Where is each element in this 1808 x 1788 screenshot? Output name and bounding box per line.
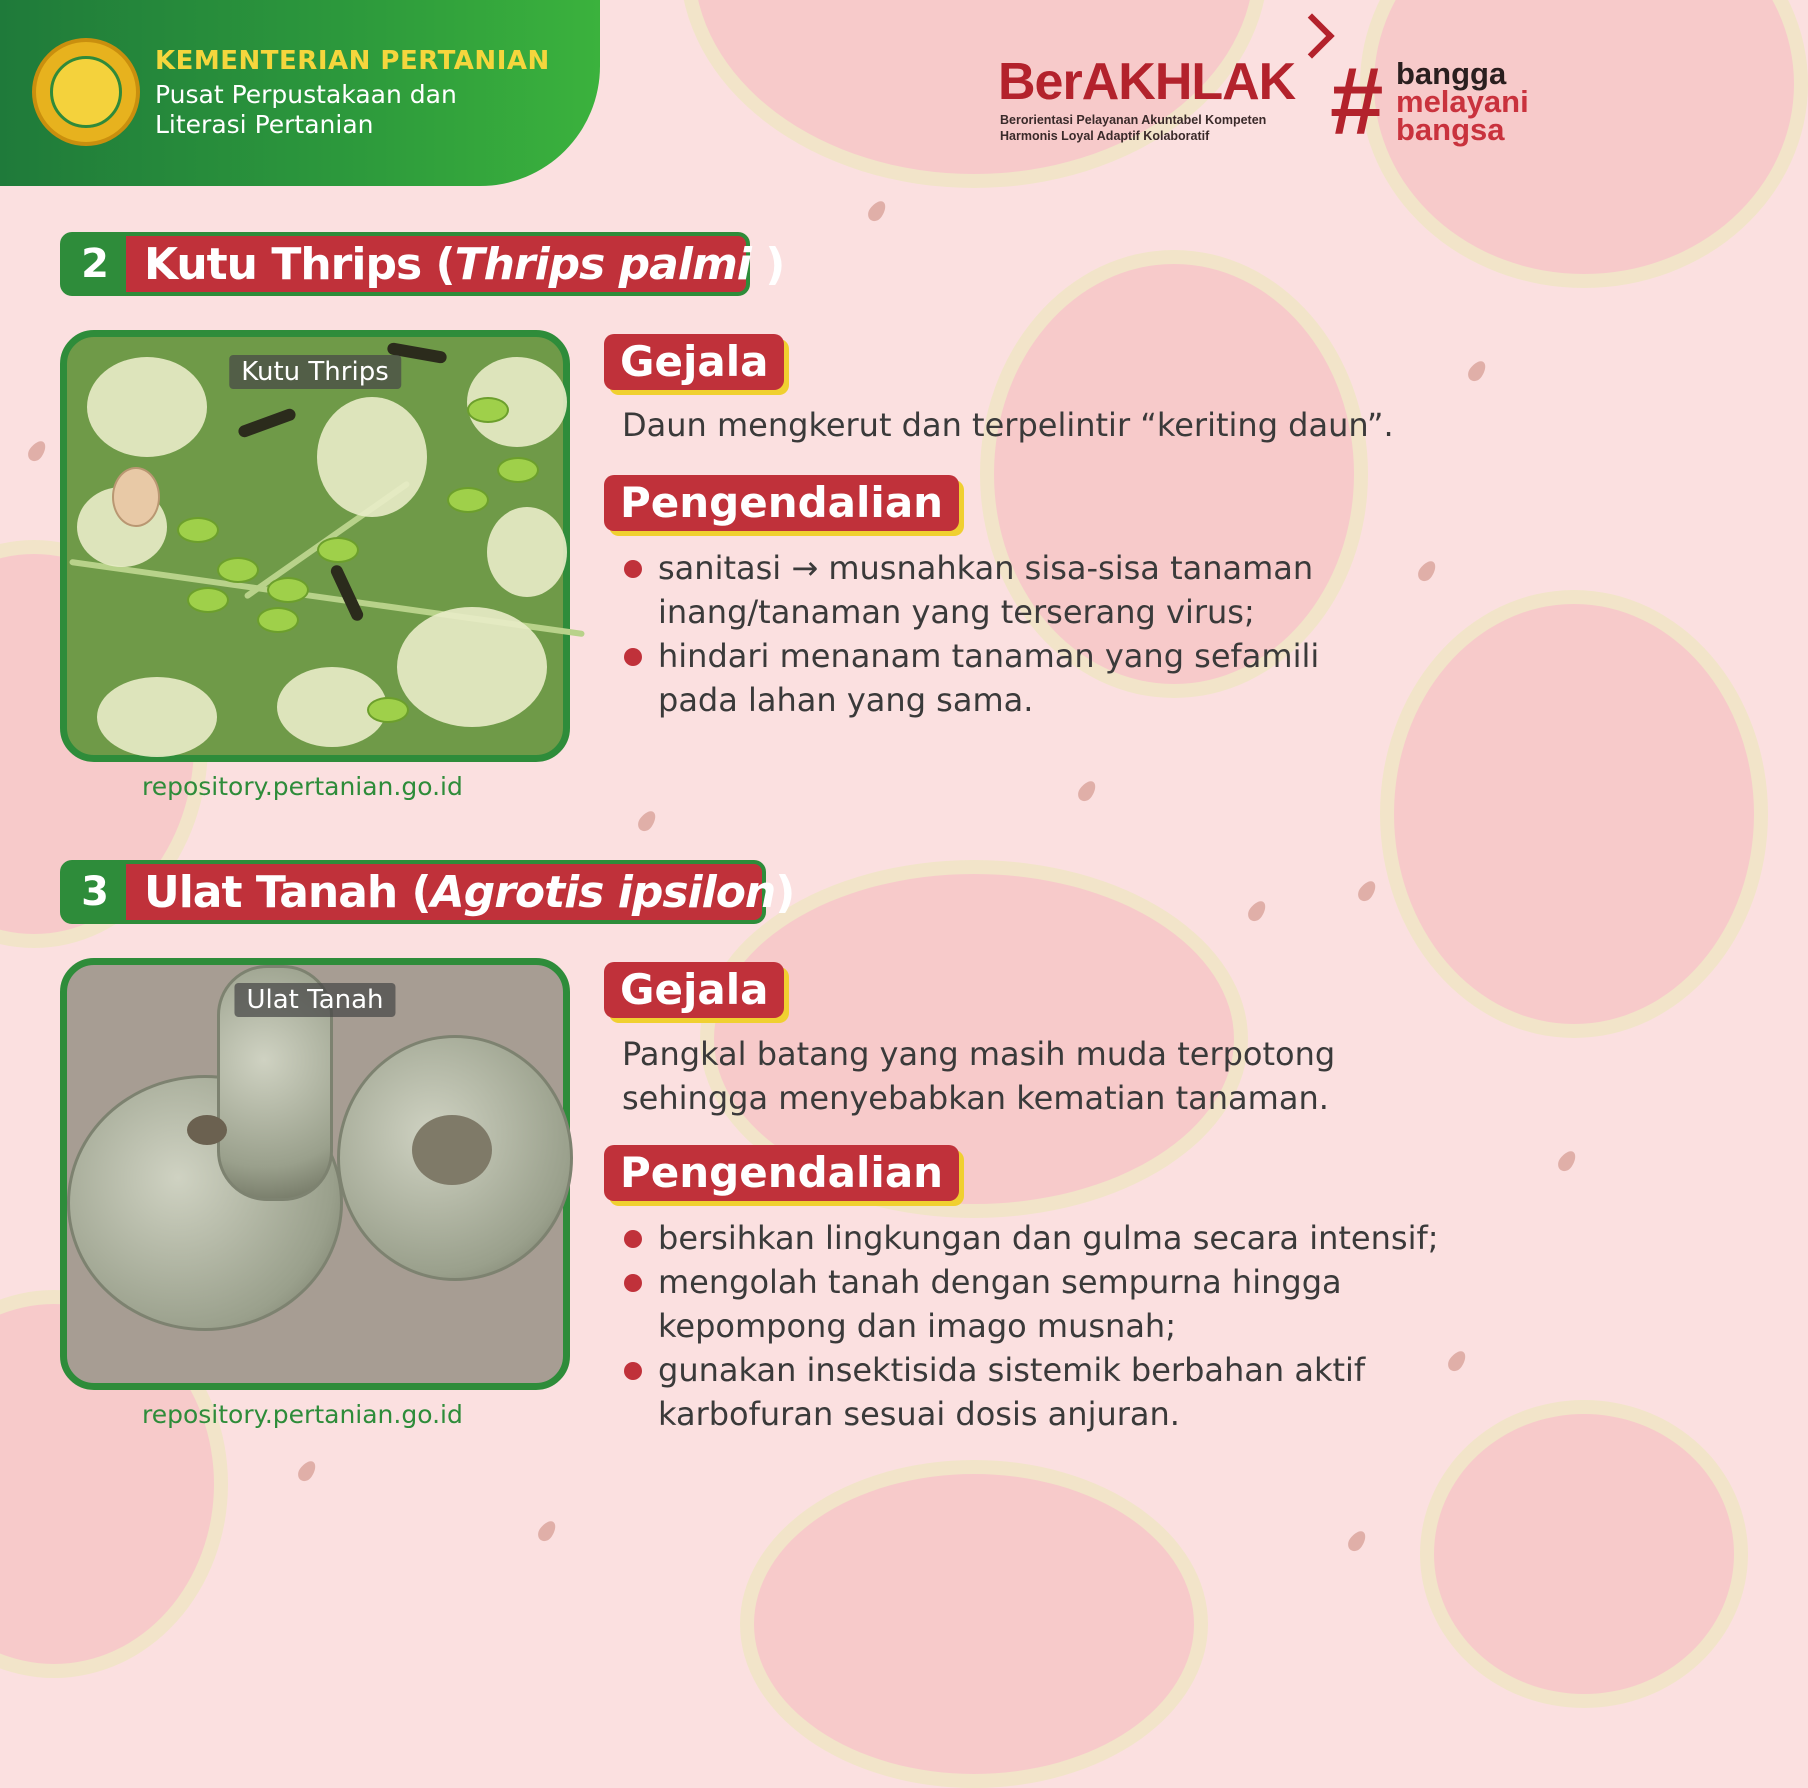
hashtag-line2: melayani xyxy=(1396,84,1529,119)
gejala-label: Gejala xyxy=(604,962,784,1018)
pengendalian-label: Pengendalian xyxy=(604,475,959,531)
hashtag-icon: # xyxy=(1330,48,1384,155)
section-3-title-bar xyxy=(60,860,795,924)
ministry-logo-icon xyxy=(32,38,140,146)
list-item: bersihkan lingkungan dan gulma secara intensif; xyxy=(622,1216,1439,1260)
pengendalian-list xyxy=(622,546,1319,722)
list-item: sanitasi → musnahkan sisa-sisa tanaman inang/tanaman yang terserang virus; xyxy=(622,546,1319,634)
section-title: Ulat Tanah (Agrotis ipsilon) xyxy=(144,867,795,918)
list-item: mengolah tanah dengan sempurna hingga kepompong dan imago musnah; xyxy=(622,1260,1439,1348)
pengendalian-label: Pengendalian xyxy=(604,1145,959,1201)
list-item: hindari menanam tanaman yang sefamili pada lahan yang sama. xyxy=(622,634,1319,722)
latin-name: Thrips palmi xyxy=(454,239,751,290)
ministry-header xyxy=(0,0,600,186)
photo-credit: repository.pertanian.go.id xyxy=(142,772,463,801)
cutworm-photo xyxy=(60,958,570,1390)
gejala-text: Daun mengkerut dan terpelintir “keriting daun”. xyxy=(622,406,1394,444)
section-number: 3 xyxy=(64,864,126,920)
list-item: gunakan insektisida sistemik berbahan aktif karbofuran sesuai dosis anjuran. xyxy=(622,1348,1439,1436)
unit-name-line2: Literasi Pertanian xyxy=(155,110,374,139)
unit-name-line1: Pusat Perpustakaan dan xyxy=(155,80,457,109)
thrips-photo xyxy=(60,330,570,762)
photo-caption: Ulat Tanah xyxy=(234,983,395,1017)
berakhlak-tagline-line1: Berorientasi Pelayanan Akuntabel Kompeten xyxy=(1000,113,1267,127)
photo-caption: Kutu Thrips xyxy=(229,355,401,389)
hashtag-line3: bangsa xyxy=(1396,112,1505,147)
section-number: 2 xyxy=(64,236,126,292)
berakhlak-tagline-line2: Harmonis Loyal Adaptif Kolaboratif xyxy=(1000,129,1210,143)
gejala-text: Pangkal batang yang masih muda terpotong sehingga menyebabkan kematian tanaman. xyxy=(622,1035,1336,1117)
latin-name: Agrotis ipsilon xyxy=(430,867,776,918)
pengendalian-list xyxy=(622,1216,1439,1436)
section-2-title-bar xyxy=(60,232,785,296)
berakhlak-wordmark: BerAKHLAK xyxy=(998,53,1296,111)
ministry-name: KEMENTERIAN PERTANIAN xyxy=(155,46,550,76)
chevron-right-icon xyxy=(1289,13,1334,58)
section-title: Kutu Thrips (Thrips palmi ) xyxy=(144,239,785,290)
hashtag-line1: bangga xyxy=(1396,56,1507,91)
photo-credit: repository.pertanian.go.id xyxy=(142,1400,463,1429)
gejala-label: Gejala xyxy=(604,334,784,390)
